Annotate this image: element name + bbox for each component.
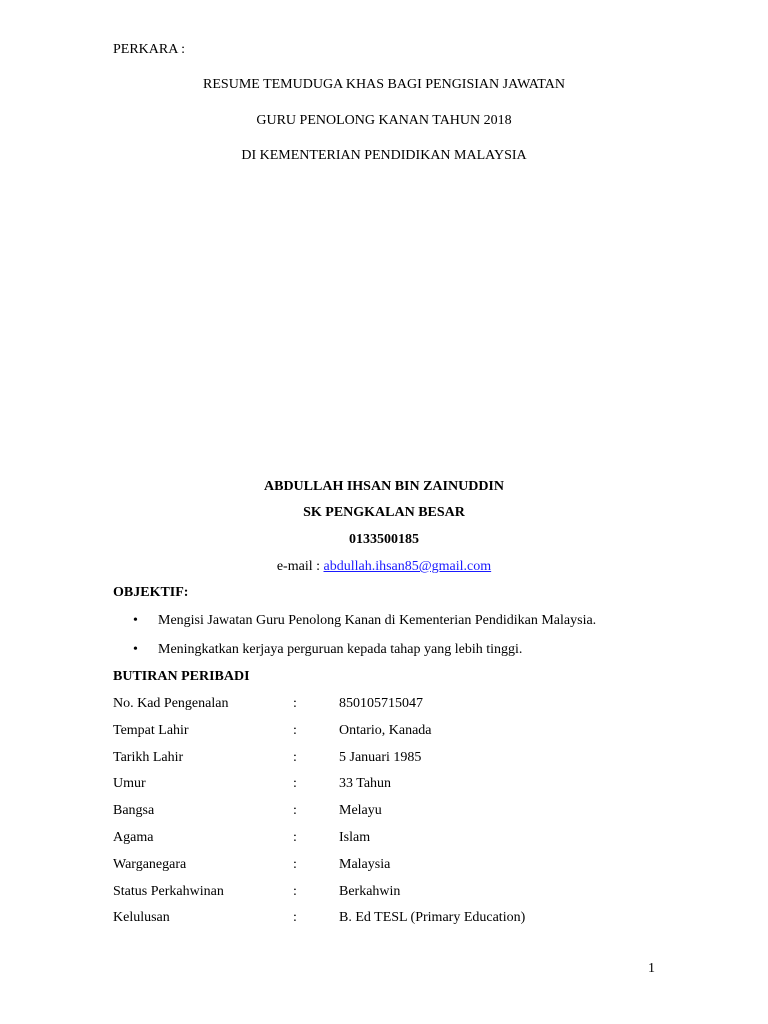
detail-separator: : — [293, 803, 297, 819]
table-row — [113, 722, 673, 749]
personal-details-table — [113, 695, 673, 936]
detail-label: Agama — [113, 829, 154, 845]
detail-label: Kelulusan — [113, 910, 170, 926]
table-row — [113, 909, 673, 936]
butiran-peribadi-heading: BUTIRAN PERIBADI — [113, 669, 250, 684]
email-label: e-mail : — [276, 559, 324, 574]
detail-label: Tarikh Lahir — [113, 749, 184, 765]
table-row — [113, 802, 673, 829]
perkara-label: PERKARA : — [113, 42, 185, 57]
detail-separator: : — [293, 749, 297, 765]
detail-separator: : — [293, 910, 297, 926]
page-number: 1 — [648, 961, 655, 976]
table-row — [113, 775, 673, 802]
title-line-2: GURU PENOLONG KANAN TAHUN 2018 — [256, 113, 512, 128]
detail-label: No. Kad Pengenalan — [113, 696, 229, 711]
candidate-phone: 0133500185 — [349, 532, 419, 547]
list-item — [113, 641, 596, 670]
table-row — [113, 695, 673, 722]
list-item — [113, 612, 596, 641]
detail-value: 850105715047 — [339, 696, 423, 711]
detail-separator: : — [293, 776, 297, 792]
objektif-item-text: Mengisi Jawatan Guru Penolong Kanan di Kementerian Pendidikan Malaysia. — [158, 613, 597, 628]
detail-label: Bangsa — [113, 803, 155, 819]
detail-value: Melayu — [339, 803, 382, 819]
detail-value: Malaysia — [339, 856, 391, 872]
detail-label: Warganegara — [113, 856, 187, 872]
objektif-list — [113, 612, 596, 670]
detail-value: 33 Tahun — [339, 776, 392, 792]
objektif-item-text: Meningkatkan kerjaya perguruan kepada tahap yang lebih tinggi. — [158, 642, 523, 657]
detail-separator: : — [293, 829, 297, 845]
candidate-school: SK PENGKALAN BESAR — [303, 505, 465, 520]
detail-separator: : — [293, 883, 297, 899]
detail-separator: : — [293, 856, 297, 872]
title-line-3: DI KEMENTERIAN PENDIDIKAN MALAYSIA — [241, 148, 527, 163]
detail-label: Status Perkahwinan — [113, 883, 224, 899]
detail-value: Berkahwin — [339, 883, 401, 899]
detail-value: Ontario, Kanada — [339, 722, 432, 738]
detail-value: B. Ed TESL (Primary Education) — [339, 910, 526, 926]
candidate-name: ABDULLAH IHSAN BIN ZAINUDDIN — [264, 479, 504, 494]
title-line-1: RESUME TEMUDUGA KHAS BAGI PENGISIAN JAWATAN — [203, 77, 565, 92]
email-row — [0, 559, 768, 575]
table-row — [113, 856, 673, 883]
detail-separator: : — [293, 696, 297, 711]
detail-label: Umur — [113, 776, 146, 792]
detail-value: 5 Januari 1985 — [339, 749, 422, 765]
bullet-icon: • — [133, 613, 138, 628]
detail-separator: : — [293, 722, 297, 738]
bullet-icon: • — [133, 642, 138, 657]
table-row — [113, 749, 673, 776]
detail-value: Islam — [339, 829, 371, 845]
detail-label: Tempat Lahir — [113, 722, 189, 738]
table-row — [113, 883, 673, 910]
objektif-heading: OBJEKTIF: — [113, 585, 189, 600]
email-link[interactable]: abdullah.ihsan85@gmail.com — [323, 559, 492, 574]
table-row — [113, 829, 673, 856]
